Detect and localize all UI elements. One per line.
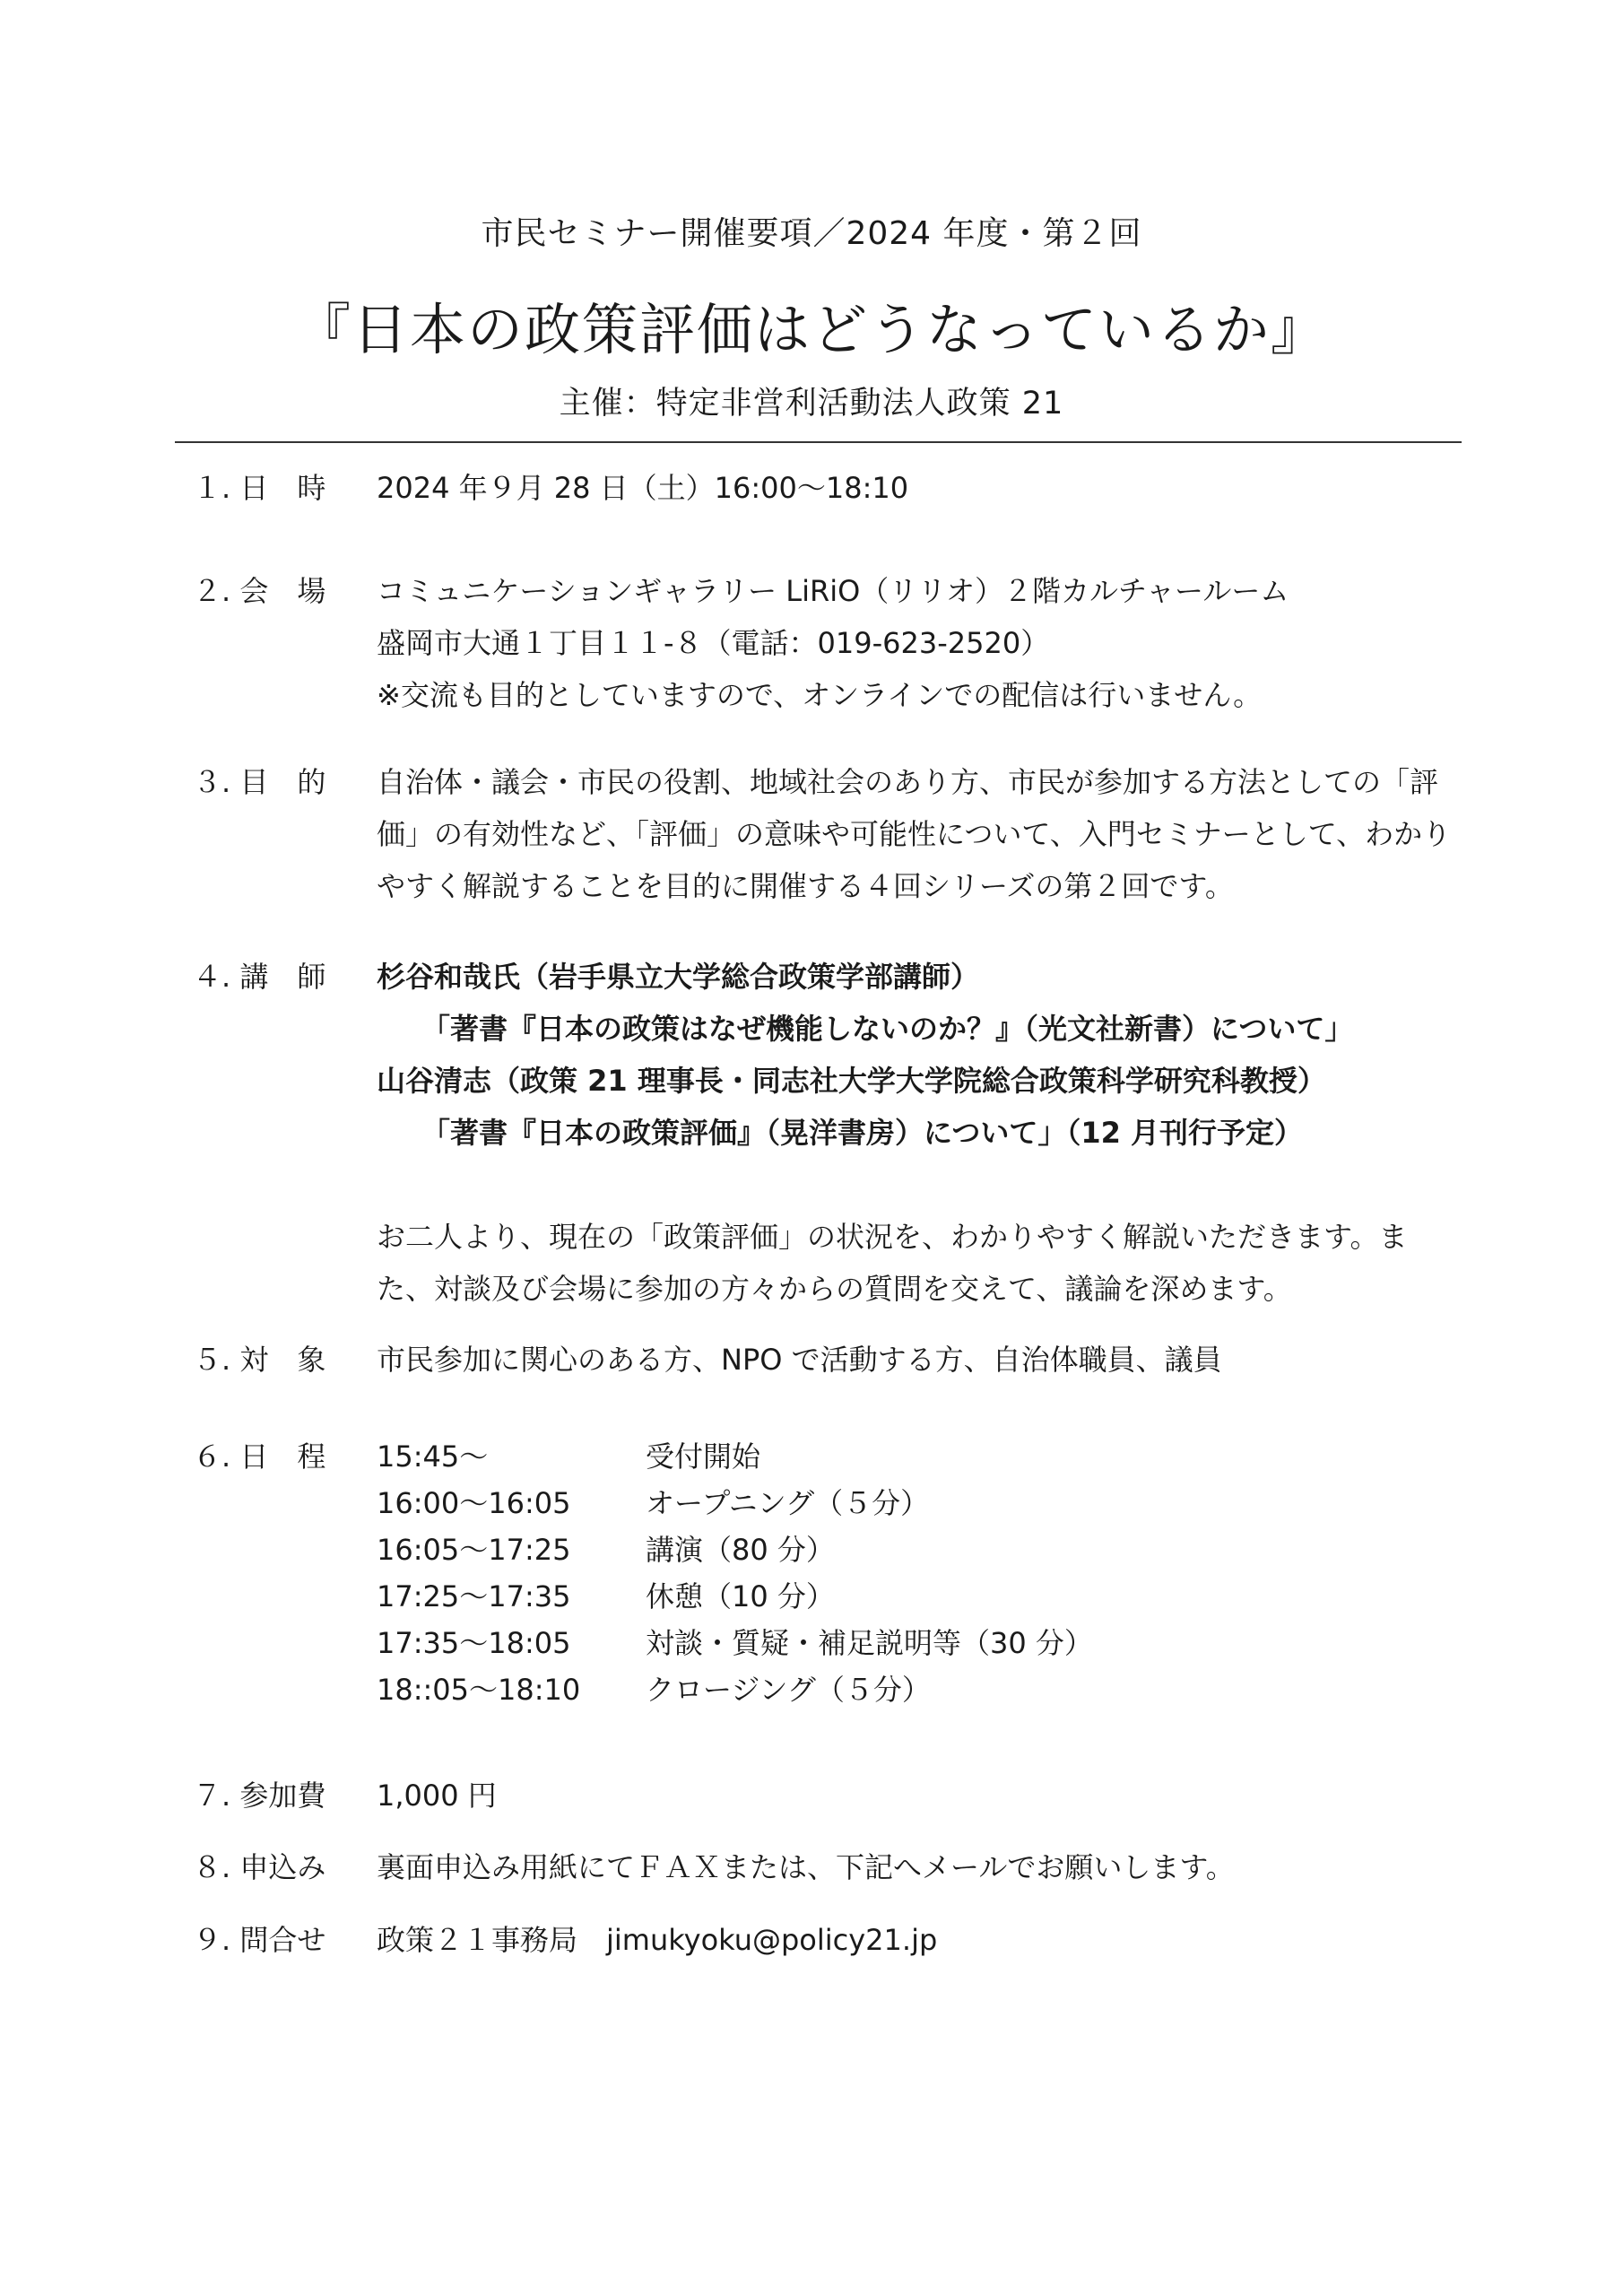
venue-name: コミュニケーションギャラリー LiRiO（リリオ）２階カルチャールーム <box>377 574 1289 608</box>
purpose-line: やすく解説することを目的に開催する４回シリーズの第２回です。 <box>377 869 1234 903</box>
audience-text: 市民参加に関心のある方、NPO で活動する方、自治体職員、議員 <box>377 1343 1222 1377</box>
schedule-row <box>377 1573 1453 1620</box>
purpose-line: 価」の有効性など、「評価」の意味や可能性について、入門セミナーとして、わかり <box>377 817 1452 851</box>
apply-text: 裏面申込み用紙にてＦＡＸまたは、下記へメールでお願いします。 <box>377 1850 1235 1884</box>
schedule-row <box>377 1480 1453 1526</box>
schedule-item: クロージング（５分） <box>646 1673 931 1707</box>
section-body <box>377 951 1453 1315</box>
schedule-time: 17:35〜18:05 <box>377 1626 571 1660</box>
schedule-time: 17:25〜17:35 <box>377 1579 571 1613</box>
section-body <box>377 1334 1453 1386</box>
schedule-time: 18::05〜18:10 <box>377 1673 581 1707</box>
contact-text: 政策２１事務局 jimukyoku@policy21.jp <box>377 1923 938 1957</box>
schedule-table <box>377 1433 1453 1713</box>
section-label: ３. 目 的 <box>193 765 326 799</box>
section-label: ６. 日 程 <box>193 1439 326 1474</box>
schedule-time: 15:45〜 <box>377 1439 489 1474</box>
section-body <box>377 1914 1453 1966</box>
fee-text: 1,000 円 <box>377 1779 497 1813</box>
lecturer-1-name: 杉谷和哉氏（岩手県立大学総合政策学部講師） <box>377 960 980 994</box>
schedule-item: 休憩（10 分） <box>646 1579 835 1613</box>
schedule-time: 16:05〜17:25 <box>377 1533 571 1567</box>
schedule-item: 講演（80 分） <box>646 1533 835 1567</box>
venue-note: ※交流も目的としていますので、オンラインでの配信は行いません。 <box>377 678 1263 712</box>
schedule-row <box>377 1620 1453 1666</box>
schedule-item: 対談・質疑・補足説明等（30 分） <box>646 1626 1093 1660</box>
section-body <box>377 565 1453 721</box>
section-label: ９. 問合せ <box>193 1923 326 1957</box>
lecturer-description: た、対談及び会場に参加の方々からの質問を交えて、議論を深めます。 <box>377 1272 1292 1306</box>
document-subtitle: 市民セミナー開催要項／2024 年度・第２回 <box>481 215 1142 252</box>
organizer: 主催：特定非営利活動法人政策 21 <box>559 386 1064 422</box>
schedule-row <box>377 1666 1453 1713</box>
section-label: ５. 対 象 <box>193 1343 326 1377</box>
purpose-line: 自治体・議会・市民の役割、地域社会のあり方、市民が参加する方法としての「評 <box>377 765 1439 799</box>
lecturer-1-topic: 「著書『日本の政策はなぜ機能しないのか？』（光文社新書）について」 <box>421 1012 1354 1046</box>
schedule-row <box>377 1526 1453 1573</box>
header-divider <box>175 441 1462 443</box>
lecturer-2-topic: 「著書『日本の政策評価』（晃洋書房）について」（12 月刊行予定） <box>421 1116 1304 1150</box>
schedule-time: 16:00〜16:05 <box>377 1486 571 1520</box>
section-body <box>377 756 1453 912</box>
section-label: ４. 講 師 <box>193 960 326 994</box>
schedule-row <box>377 1433 1453 1480</box>
section-body <box>377 1770 1453 1822</box>
schedule-item: 受付開始 <box>646 1439 761 1474</box>
section-body <box>377 462 1453 514</box>
date-text: 2024 年９月 28 日（土）16:00〜18:10 <box>377 471 909 505</box>
lecturer-description: お二人より、現在の「政策評価」の状況を、わかりやすく解説いただきます。ま <box>377 1220 1408 1254</box>
section-label: ８. 申込み <box>193 1850 326 1884</box>
lecturer-2-name: 山谷清志（政策 21 理事長・同志社大学大学院総合政策科学研究科教授） <box>377 1064 1326 1098</box>
section-body <box>377 1841 1453 1893</box>
section-label: １. 日 時 <box>193 471 326 505</box>
section-label: ２. 会 場 <box>193 574 326 608</box>
document-title: 『日本の政策評価はどうなっているか』 <box>294 297 1328 362</box>
schedule-item: オープニング（５分） <box>646 1486 930 1520</box>
venue-address: 盛岡市大通１丁目１１-８（電話：019-623-2520） <box>377 626 1050 660</box>
section-label: ７. 参加費 <box>193 1779 326 1813</box>
